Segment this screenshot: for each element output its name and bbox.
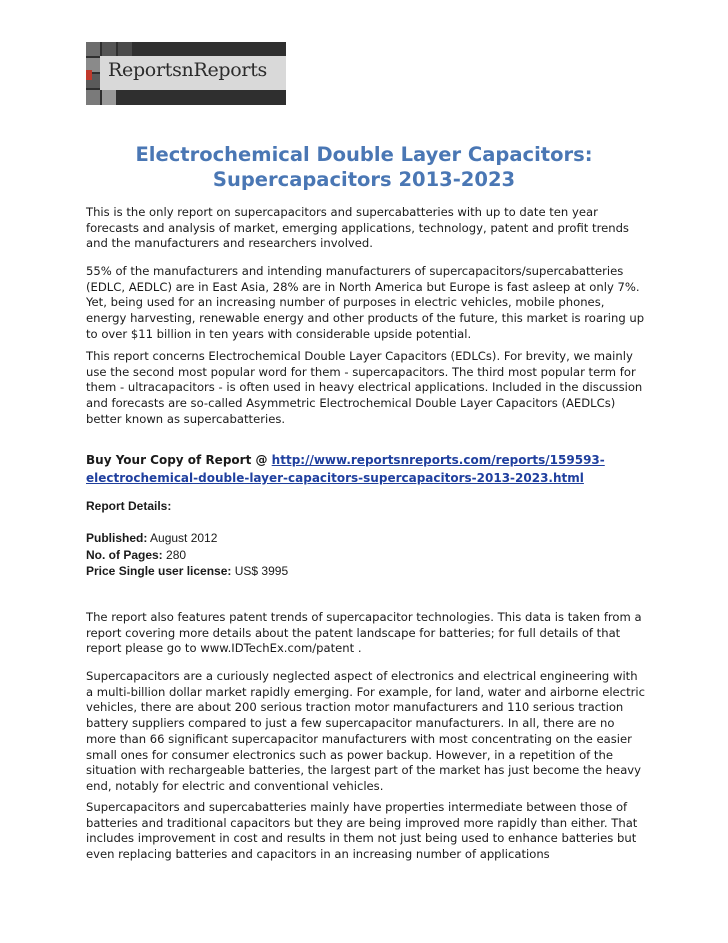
intro-paragraph: This is the only report on supercapacitors and supercabatteries with up to date ten year forecasts and analysis of market, emerging applications, technology, patent and profit trends and the manufacturers and researchers involved.	[86, 205, 629, 251]
price-label: Price Single user license:	[86, 564, 232, 578]
title-line-2: Supercapacitors 2013-2023	[212, 168, 516, 191]
published-row	[86, 530, 288, 547]
report-details	[86, 530, 288, 580]
edlc-paragraph: This report concerns Electrochemical Double Layer Capacitors (EDLCs). For brevity, we mainly use the second most popular word for them - supercapacitors. The third most popular term for them - ultracapacitors - is often used in heavy electrical applications. Included in the discussion and forecasts are so-called Asymmetric Electrochemical Double Layer Capacitors (AEDLCs) better known as supercabatteries.	[86, 349, 643, 426]
pages-row	[86, 547, 288, 564]
published-label: Published:	[86, 531, 148, 545]
title-line-1: Electrochemical Double Layer Capacitors:	[135, 143, 593, 166]
market-overview-paragraph: Supercapacitors are a curiously neglected aspect of electronics and electrical engineering with a multi-billion dollar market rapidly emerging. For example, for land, water and airborne electric vehicles, there are about 200 serious traction motor manufacturers and 110 serious traction battery suppliers compared to just a few supercapacitor manufacturers. In all, there are no more than 66 significant supercapacitor manufacturers with most concentrating on the easier small ones for consumer electronics such as power backup. However, in a repetition of the situation with rechargeable batteries, the largest part of the market has just become the heavy end, notably for electric and conventional vehicles.	[86, 669, 645, 793]
logo-square	[86, 90, 100, 105]
pages-label: No. of Pages:	[86, 547, 163, 562]
logo-accent	[86, 70, 92, 80]
patent-paragraph: The report also features patent trends of supercapacitor technologies. This data is taken from a report covering more details about the patent landscape for batteries; for full details of that report please go to www.IDTechEx.com/patent .	[86, 610, 642, 656]
report-link[interactable]: http://www.reportsnreports.com/reports/159593-electrochemical-double-layer-capacitors-supercapacitors-2013-2023.html	[86, 453, 605, 485]
logo-square	[118, 42, 132, 56]
market-paragraph: 55% of the manufacturers and intending manufacturers of supercapacitors/supercabatteries (EDLC, AEDLC) are in East Asia, 28% are in North America but Europe is fast asleep at only 7%. Yet, being used for an increasing number of purposes in electric vehicles, mobile phones, energy harvesting, renewable energy and other products of the future, this market is roaring up to over $11 billion in ten years with considerable upside potential.	[86, 264, 645, 341]
report-details-heading: Report Details:	[86, 499, 172, 513]
published-value: August 2012	[150, 531, 218, 545]
report-title	[86, 142, 642, 192]
price-row	[86, 563, 288, 580]
logo-text: ReportsnReports	[108, 59, 267, 81]
price-value: US$ 3995	[234, 564, 289, 578]
logo-square	[86, 42, 100, 56]
logo-square	[102, 42, 116, 56]
pages-value: 280	[166, 547, 187, 562]
properties-paragraph: Supercapacitors and supercabatteries mainly have properties intermediate between those of batteries and traditional capacitors but they are being improved more rapidly than either. That includes improvement in cost and results in them not just being used to enhance batteries but even replacing batteries and capacitors in an increasing number of applications	[86, 800, 638, 862]
logo-square	[102, 90, 116, 105]
buy-copy-line	[86, 451, 646, 487]
reportsnreports-logo	[86, 42, 286, 105]
buy-label: Buy Your Copy of Report @	[86, 453, 272, 467]
